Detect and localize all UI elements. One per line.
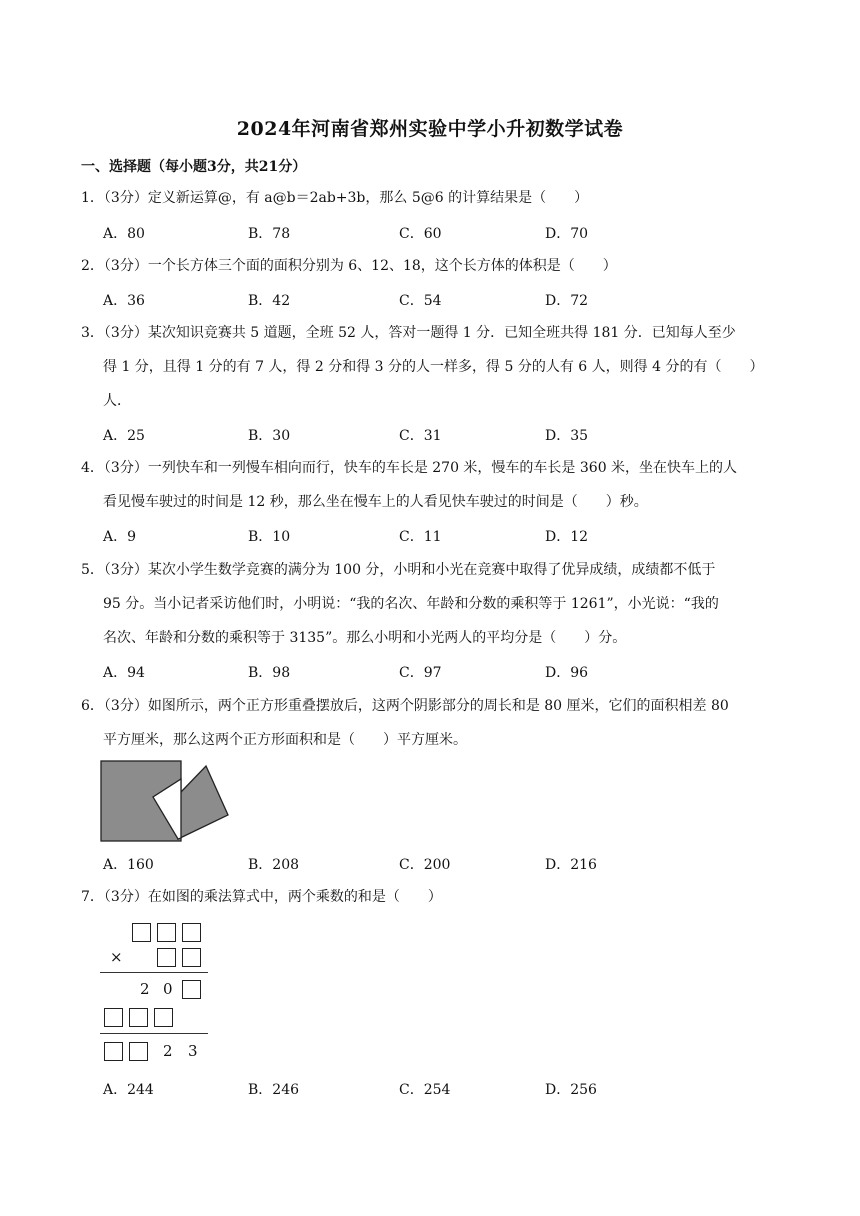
times-sign: × xyxy=(110,948,123,966)
q4-option-d: D．12 xyxy=(545,529,589,545)
q6-option-d: D．216 xyxy=(545,857,597,873)
q2-option-c: C．54 xyxy=(399,293,442,309)
digit-box xyxy=(132,923,151,942)
q2-text: 2．（3分）一个长方体三个面的面积分别为 6、12、18，这个长方体的体积是（ ） xyxy=(81,258,617,274)
q5-text-line3: 名次、年龄和分数的乘积等于 3135”。那么小明和小光两人的平均分是（ ）分。 xyxy=(103,630,627,646)
q4-text-line2: 看见慢车驶过的时间是 12 秒，那么坐在慢车上的人看见快车驶过的时间是（ ）秒。 xyxy=(103,494,648,510)
q7-option-d: D．256 xyxy=(545,1082,597,1098)
q3-option-d: D．35 xyxy=(545,428,589,444)
q2-option-d: D．72 xyxy=(545,293,589,309)
q4-option-c: C．11 xyxy=(399,529,442,545)
q4-option-a: A．9 xyxy=(103,529,137,545)
q1-text: 1．（3分）定义新运算@，有 a@b＝2ab+3b，那么 5@6 的计算结果是（ ） xyxy=(81,190,589,206)
q5-option-c: C．97 xyxy=(399,665,442,681)
digit-2: 2 xyxy=(163,1042,173,1060)
q7-option-b: B．246 xyxy=(248,1082,300,1098)
q5-option-b: B．98 xyxy=(248,665,291,681)
digit-2: 2 xyxy=(140,980,150,998)
q7-options xyxy=(103,1079,803,1099)
q3-options xyxy=(103,425,803,445)
q1-option-d: D．70 xyxy=(545,226,589,242)
digit-box xyxy=(182,948,201,967)
q6-option-b: B．208 xyxy=(248,857,300,873)
digit-box xyxy=(104,1042,123,1061)
digit-box xyxy=(182,980,201,999)
q2-option-b: B．42 xyxy=(248,293,291,309)
q5-option-a: A．94 xyxy=(103,665,145,681)
q2-options xyxy=(103,290,803,310)
q5-text-line1: 5．（3分）某次小学生数学竞赛的满分为 100 分，小明和小光在竞赛中取得了优异成绩，成绩都不低于 xyxy=(81,562,716,578)
q4-option-b: B．10 xyxy=(248,529,291,545)
q6-text-line1: 6．（3分）如图所示，两个正方形重叠摆放后，这两个阴影部分的周长和是 80 厘米，它们的面积相差 80 xyxy=(81,698,729,714)
q1-option-c: C．60 xyxy=(399,226,442,242)
q1-options xyxy=(103,223,803,243)
digit-0: 0 xyxy=(163,980,173,998)
q4-text-line1: 4．（3分）一列快车和一列慢车相向而行，快车的车长是 270 米，慢车的车长是 360 米，坐在快车上的人 xyxy=(81,460,738,476)
multiplication-figure xyxy=(100,918,212,1066)
q5-options xyxy=(103,662,803,682)
q3-text-line3: 人． xyxy=(103,393,131,409)
q6-option-c: C．200 xyxy=(399,857,451,873)
page-title: 2024年河南省郑州实验中学小升初数学试卷 xyxy=(236,118,624,140)
section-heading: 一、选择题（每小题3分，共21分） xyxy=(81,159,307,175)
q6-text-line2: 平方厘米，那么这两个正方形面积和是（ ）平方厘米。 xyxy=(103,732,467,748)
digit-3: 3 xyxy=(188,1042,198,1060)
q3-option-b: B．30 xyxy=(248,428,291,444)
digit-box xyxy=(129,1008,148,1027)
q6-options xyxy=(103,854,803,874)
rule-line xyxy=(100,1033,208,1034)
digit-box xyxy=(129,1042,148,1061)
rule-line xyxy=(100,972,208,973)
q3-option-c: C．31 xyxy=(399,428,442,444)
q3-text-line2: 得 1 分，且得 1 分的有 7 人，得 2 分和得 3 分的人一样多，得 5 分的人有 6 人，则得 4 分的有（ ） xyxy=(103,359,764,375)
q1-option-b: B．78 xyxy=(248,226,291,242)
small-rotated-square xyxy=(178,766,228,839)
digit-box xyxy=(154,1008,173,1027)
digit-box xyxy=(182,923,201,942)
digit-box xyxy=(157,923,176,942)
q5-option-d: D．96 xyxy=(545,665,589,681)
q7-option-c: C．254 xyxy=(399,1082,451,1098)
q7-text: 7．（3分）在如图的乘法算式中，两个乘数的和是（ ） xyxy=(81,889,442,905)
q4-options xyxy=(103,526,803,546)
digit-box xyxy=(157,948,176,967)
digit-box xyxy=(104,1008,123,1027)
q1-option-a: A．80 xyxy=(103,226,145,242)
q3-text-line1: 3．（3分）某次知识竞赛共 5 道题，全班 52 人，答对一题得 1 分．已知全班共得 181 分．已知每人至少 xyxy=(81,325,736,341)
q2-option-a: A．36 xyxy=(103,293,145,309)
q6-option-a: A．160 xyxy=(103,857,154,873)
q7-option-a: A．244 xyxy=(103,1082,154,1098)
overlapping-squares-figure xyxy=(100,760,230,844)
q3-option-a: A．25 xyxy=(103,428,145,444)
q5-text-line2: 95 分。当小记者采访他们时，小明说：“我的名次、年龄和分数的乘积等于 1261”，小光说：“我的 xyxy=(103,596,719,612)
